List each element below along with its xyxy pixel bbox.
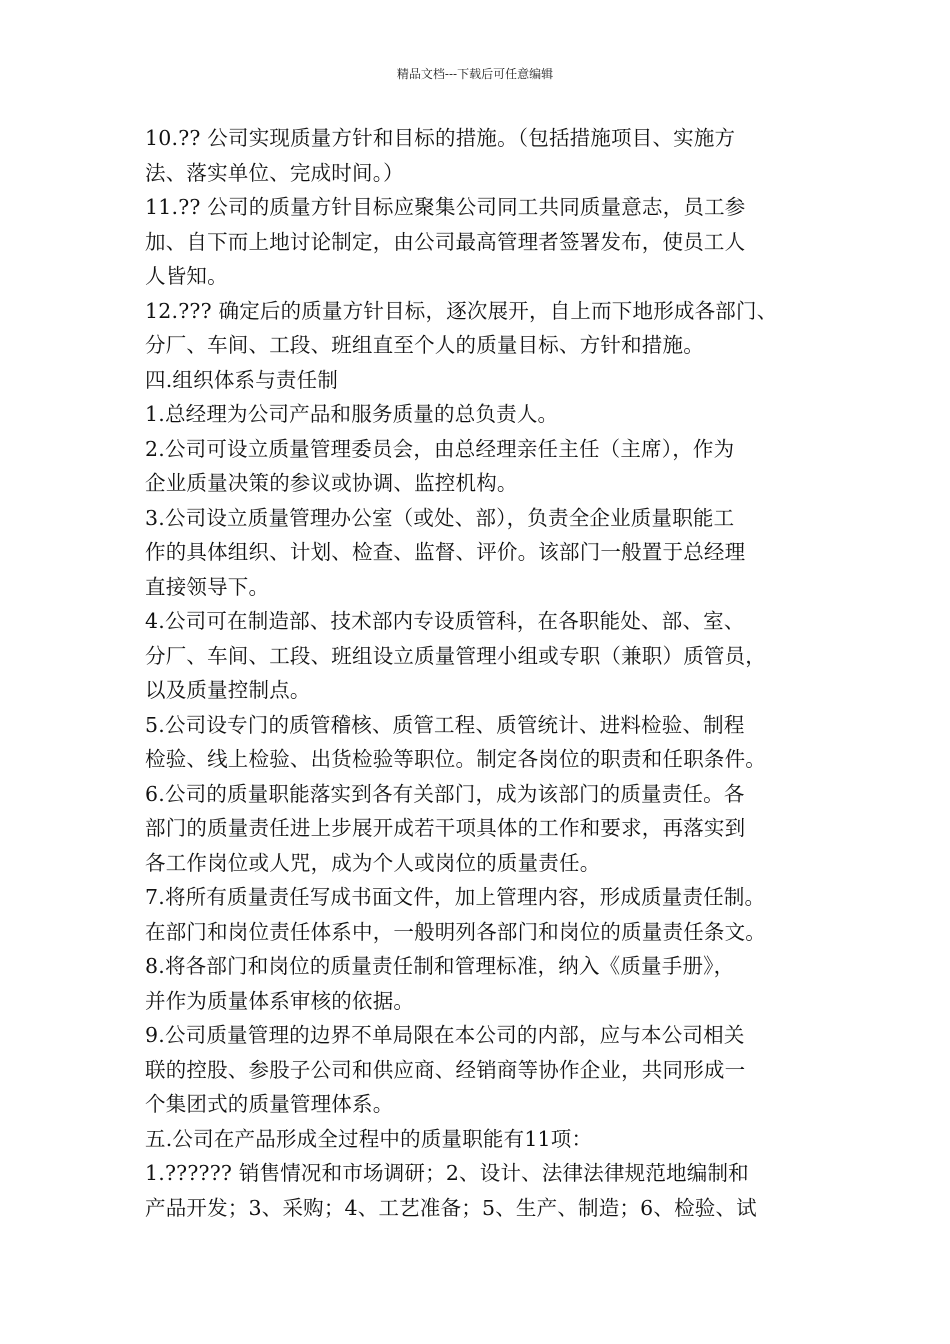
text-line: 9.公司质量管理的边界不单局限在本公司的内部，应与本公司相关 — [145, 1023, 745, 1047]
text-line: 部门的质量责任进上步展开成若干项具体的工作和要求，再落实到 — [145, 816, 746, 840]
text-line: 3.公司设立质量管理办公室（或处、部），负责全企业质量职能工 — [145, 505, 735, 530]
text-line: 1.?????? 销售情况和市场调研；2、设计、法律法律规范地编制和 — [145, 1161, 749, 1185]
text-line: 直接领导下。 — [145, 574, 270, 599]
text-line: 7.将所有质量责任写成书面文件，加上管理内容，形成质量责任制。 — [145, 885, 766, 909]
text-line: 企业质量决策的参议或协调、监控机构。 — [145, 471, 518, 495]
text-line: 并作为质量体系审核的依据。 — [145, 988, 415, 1013]
page-header: 精品文档---下载后可任意编辑 — [396, 67, 554, 81]
text-line: 检验、线上检验、出货检验等职位。制定各岗位的职责和任职条件。 — [145, 747, 766, 771]
text-line: 作的具体组织、计划、检查、监督、评价。该部门一般置于总经理 — [145, 540, 746, 564]
section-heading: 五.公司在产品形成全过程中的质量职能有11项： — [145, 1126, 593, 1151]
document-body — [145, 121, 835, 1225]
text-line: 10.?? 公司实现质量方针和目标的措施。（包括措施项目、实施方 — [145, 126, 736, 150]
text-line: 产品开发；3、采购；4、工艺准备；5、生产、制造；6、检验、试 — [145, 1195, 757, 1220]
text-line: 在部门和岗位责任体系中，一般明列各部门和岗位的质量责任条文。 — [145, 919, 766, 944]
text-line: 法、落实单位、完成时间。） — [145, 160, 404, 185]
text-line: 个集团式的质量管理体系。 — [145, 1092, 394, 1116]
text-line: 1.总经理为公司产品和服务质量的总负责人。 — [145, 402, 559, 426]
text-line: 联的控股、参股子公司和供应商、经销商等协作企业，共同形成一 — [145, 1057, 746, 1082]
text-line: 以及质量控制点。 — [145, 678, 311, 702]
text-line: 8.将各部门和岗位的质量责任制和管理标准，纳入《质量手册》， — [145, 954, 735, 978]
text-line: 人皆知。 — [145, 264, 228, 288]
text-line: 2.公司可设立质量管理委员会，由总经理亲任主任（主席），作为 — [145, 436, 735, 461]
text-line: 各工作岗位或人咒，成为个人或岗位的质量责任。 — [145, 850, 601, 875]
text-line: 12.??? 确定后的质量方针目标，逐次展开，自上而下地形成各部门、 — [145, 298, 778, 323]
text-line: 分厂、车间、工段、班组设立质量管理小组或专职（兼职）质管员， — [145, 643, 766, 668]
text-line: 11.?? 公司的质量方针目标应聚集公司同工共同质量意志，员工参 — [145, 195, 746, 219]
text-line: 5.公司设专门的质管稽核、质管工程、质管统计、进料检验、制程 — [145, 712, 745, 737]
section-heading: 四.组织体系与责任制 — [145, 367, 339, 392]
text-line: 6.公司的质量职能落实到各有关部门，成为该部门的质量责任。各 — [145, 781, 745, 806]
text-line: 加、自下而上地讨论制定，由公司最高管理者签署发布，使员工人 — [145, 229, 746, 254]
text-line: 分厂、车间、工段、班组直至个人的质量目标、方针和措施。 — [145, 333, 704, 357]
text-line: 4.公司可在制造部、技术部内专设质管科，在各职能处、部、室、 — [145, 609, 745, 633]
